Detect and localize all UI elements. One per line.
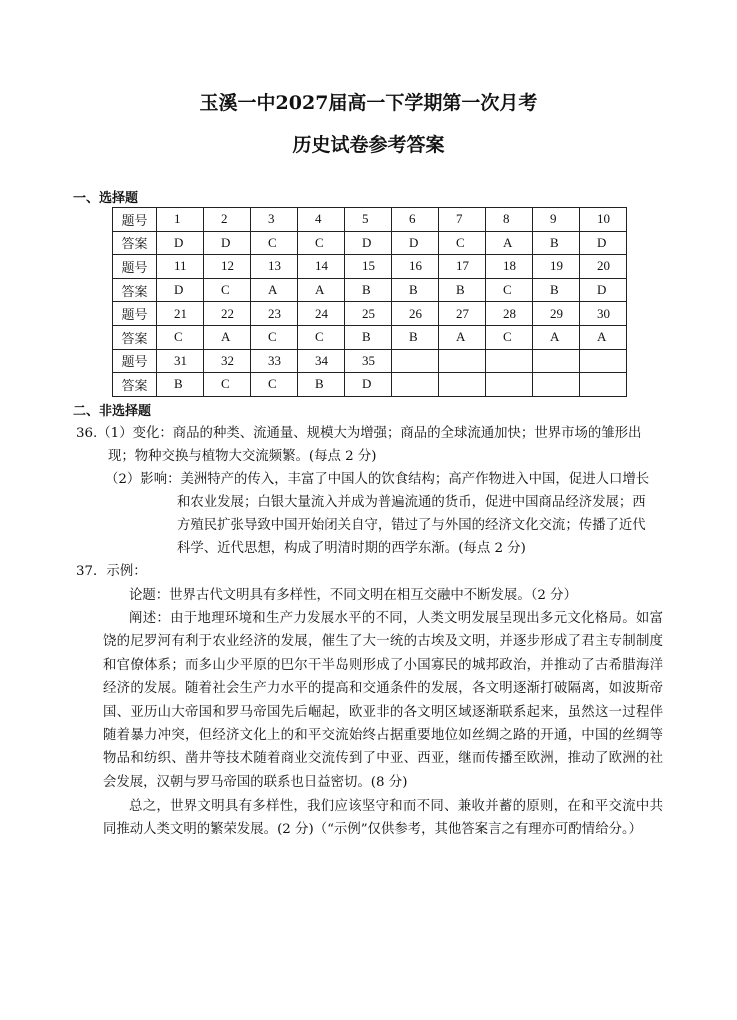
answer-table bbox=[112, 207, 627, 397]
answer-cell bbox=[533, 349, 580, 373]
answer-cell: A bbox=[580, 325, 627, 349]
answer-cell: 25 bbox=[345, 302, 392, 326]
answer-cell: 10 bbox=[580, 208, 627, 232]
answer-cell: 24 bbox=[298, 302, 345, 326]
answer-table-row bbox=[113, 302, 627, 326]
row-label: 答案 bbox=[113, 231, 157, 255]
answer-cell: B bbox=[345, 325, 392, 349]
answer-cell: B bbox=[298, 373, 345, 397]
answer-cell: 27 bbox=[439, 302, 486, 326]
answer-cell: B bbox=[533, 278, 580, 302]
answer-cell: 30 bbox=[580, 302, 627, 326]
answer-cell: 2 bbox=[204, 208, 251, 232]
row-label: 答案 bbox=[113, 373, 157, 397]
answer-cell: 32 bbox=[204, 349, 251, 373]
section-heading-nonchoice: 二、非选择题 bbox=[73, 404, 152, 419]
answer-cell: C bbox=[486, 325, 533, 349]
answer-cell: 18 bbox=[486, 255, 533, 279]
answer-cell: 15 bbox=[345, 255, 392, 279]
answer-cell: 19 bbox=[533, 255, 580, 279]
answer-cell: C bbox=[251, 325, 298, 349]
answer-cell: C bbox=[204, 278, 251, 302]
row-label: 题号 bbox=[113, 208, 157, 232]
answer-cell: 22 bbox=[204, 302, 251, 326]
answer-cell: 20 bbox=[580, 255, 627, 279]
row-label: 题号 bbox=[113, 302, 157, 326]
answer-cell: 8 bbox=[486, 208, 533, 232]
answer-cell: 28 bbox=[486, 302, 533, 326]
answer-table-row bbox=[113, 373, 627, 397]
answer-cell: 21 bbox=[157, 302, 204, 326]
page-title: 玉溪一中2027届高一下学期第一次月考 bbox=[199, 92, 538, 114]
answer-cell: 4 bbox=[298, 208, 345, 232]
answer-cell: 11 bbox=[157, 255, 204, 279]
answer-cell: 31 bbox=[157, 349, 204, 373]
answer-table-row bbox=[113, 255, 627, 279]
answer-cell: 5 bbox=[345, 208, 392, 232]
q36-line-4: 和农业发展；白银大量流入并成为普遍流通的货币，促进中国商品经济发展；西 bbox=[177, 495, 646, 510]
answer-cell: C bbox=[298, 231, 345, 255]
q36-line-1: 36.（1）变化：商品的种类、流通量、规模大为增强；商品的全球流通加快；世界市场的雏形出 bbox=[76, 426, 642, 441]
answer-cell: D bbox=[157, 231, 204, 255]
answer-cell: D bbox=[204, 231, 251, 255]
answer-cell: 6 bbox=[392, 208, 439, 232]
answer-cell bbox=[439, 373, 486, 397]
row-label: 题号 bbox=[113, 349, 157, 373]
row-label: 答案 bbox=[113, 325, 157, 349]
answer-cell: A bbox=[204, 325, 251, 349]
answer-cell: B bbox=[439, 278, 486, 302]
answer-cell: 35 bbox=[345, 349, 392, 373]
answer-cell: 33 bbox=[251, 349, 298, 373]
q36-line-5: 方殖民扩张导致中国开始闭关自守，错过了与外国的经济文化交流；传播了近代 bbox=[177, 518, 646, 533]
answer-cell: C bbox=[251, 373, 298, 397]
answer-cell: B bbox=[392, 325, 439, 349]
answer-cell bbox=[580, 373, 627, 397]
answer-cell: B bbox=[533, 231, 580, 255]
answer-cell: A bbox=[533, 325, 580, 349]
answer-cell: D bbox=[157, 278, 204, 302]
answer-cell bbox=[580, 349, 627, 373]
answer-cell: 16 bbox=[392, 255, 439, 279]
answer-cell: 9 bbox=[533, 208, 580, 232]
answer-cell: D bbox=[345, 373, 392, 397]
answer-cell bbox=[392, 373, 439, 397]
q36-line-2: 现；物种交换与植物大交流频繁。(每点 2 分) bbox=[108, 449, 377, 464]
answer-cell: 17 bbox=[439, 255, 486, 279]
answer-cell: 1 bbox=[157, 208, 204, 232]
answer-cell: 3 bbox=[251, 208, 298, 232]
answer-table-row bbox=[113, 325, 627, 349]
answer-cell bbox=[439, 349, 486, 373]
answer-cell: D bbox=[580, 278, 627, 302]
page-subtitle: 历史试卷参考答案 bbox=[292, 134, 445, 156]
answer-cell: A bbox=[439, 325, 486, 349]
answer-table-row bbox=[113, 349, 627, 373]
answer-cell: D bbox=[345, 231, 392, 255]
answer-cell bbox=[392, 349, 439, 373]
q37-conclusion: 总之，世界文明具有多样性，我们应该坚守和而不同、兼收并蓄的原则，在和平交流中共同推动人类文明的繁荣发展。(2 分)（“示例”仅供参考，其他答案言之有理亦可酌情给分。） bbox=[103, 799, 663, 838]
answer-cell: 29 bbox=[533, 302, 580, 326]
answer-cell bbox=[486, 373, 533, 397]
q37-argument: 阐述：由于地理环境和生产力发展水平的不同，人类文明发展呈现出多元文化格局。如富饶的尼罗河有利于农业经济的发展，催生了大一统的古埃及文明，并逐步形成了君主专制制度和官僚体系；而多山少平原的巴尔干半岛则形成了小国寡民的城邦政治，并推动了古希腊海洋经济的发展。随着社会生产力水平的提高和交通条件的发展，各文明逐渐打破隔离，如波斯帝国、亚历山大帝国和罗马帝国先后崛起，欧亚非的各文明区域逐渐联系起来，虽然这一过程伴随着暴力冲突，但经济文化上的和平交流始终占据重要地位如丝绸之路的开通，中国的丝绸等物品和纺织、凿井等技术随着商业交流传到了中亚、西亚，继而传播至欧洲，推动了欧洲的社会发展，汉朝与罗马帝国的联系也日益密切。(8 分) bbox=[103, 611, 663, 790]
section-heading-choice: 一、选择题 bbox=[73, 191, 139, 206]
answer-table-row bbox=[113, 208, 627, 232]
answer-cell: 34 bbox=[298, 349, 345, 373]
answer-cell bbox=[486, 349, 533, 373]
answer-cell: 13 bbox=[251, 255, 298, 279]
answer-cell: 23 bbox=[251, 302, 298, 326]
answer-cell: 14 bbox=[298, 255, 345, 279]
answer-cell: A bbox=[251, 278, 298, 302]
answer-cell: B bbox=[392, 278, 439, 302]
answer-cell bbox=[533, 373, 580, 397]
answer-table-row bbox=[113, 231, 627, 255]
answer-cell: D bbox=[392, 231, 439, 255]
answer-cell: B bbox=[345, 278, 392, 302]
answer-cell: C bbox=[251, 231, 298, 255]
row-label: 答案 bbox=[113, 278, 157, 302]
answer-cell: C bbox=[204, 373, 251, 397]
row-label: 题号 bbox=[113, 255, 157, 279]
q36-line-6: 科学、近代思想，构成了明清时期的西学东渐。(每点 2 分) bbox=[177, 541, 526, 556]
q37-intro: 37．示例： bbox=[76, 564, 147, 579]
answer-cell: A bbox=[486, 231, 533, 255]
answer-cell: 26 bbox=[392, 302, 439, 326]
answer-cell: B bbox=[157, 373, 204, 397]
answer-cell: C bbox=[486, 278, 533, 302]
answer-cell: D bbox=[580, 231, 627, 255]
answer-cell: C bbox=[298, 325, 345, 349]
answer-cell: A bbox=[298, 278, 345, 302]
answer-cell: 12 bbox=[204, 255, 251, 279]
answer-cell: C bbox=[157, 325, 204, 349]
answer-table-row bbox=[113, 278, 627, 302]
answer-cell: C bbox=[439, 231, 486, 255]
q37-thesis: 论题：世界古代文明具有多样性，不同文明在相互交融中不断发展。（2 分） bbox=[129, 588, 577, 603]
answer-cell: 7 bbox=[439, 208, 486, 232]
q36-line-3: （2）影响：美洲特产的传入，丰富了中国人的饮食结构；高产作物进入中国，促进人口增长 bbox=[105, 472, 650, 487]
